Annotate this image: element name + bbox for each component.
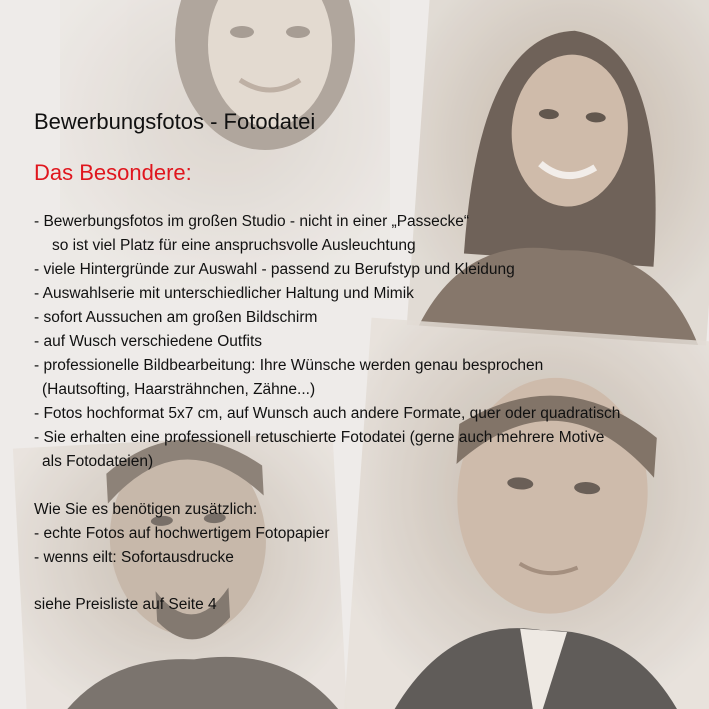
list-item: - viele Hintergründe zur Auswahl - passend zu Berufstyp und Kleidung <box>34 261 515 278</box>
list-item: - Auswahlserie mit unterschiedlicher Haltung und Mimik <box>34 285 414 302</box>
page-title: Bewerbungsfotos - Fotodatei <box>34 109 316 134</box>
price-list-note: siehe Preisliste auf Seite 4 <box>34 596 217 613</box>
list-item: - Fotos hochformat 5x7 cm, auf Wunsch auch andere Formate, quer oder quadratisch <box>34 405 621 422</box>
feature-list <box>34 210 620 474</box>
list-item: - echte Fotos auf hochwertigem Fotopapier <box>34 525 330 542</box>
list-item: - Sie erhalten eine professionell retuschierte Fotodatei (gerne auch mehrere Motive <box>34 429 605 446</box>
section-subtitle: Das Besondere: <box>34 160 192 185</box>
list-item: - wenns eilt: Sofortausdrucke <box>34 549 234 566</box>
list-item: - Bewerbungsfotos im großen Studio - nicht in einer „Passecke“ <box>34 213 470 230</box>
extras-section <box>34 498 330 570</box>
list-item-continuation: so ist viel Platz für eine anspruchsvolle Ausleuchtung <box>52 237 416 254</box>
list-item: - professionelle Bildbearbeitung: Ihre Wünsche werden genau besprochen <box>34 357 544 374</box>
extras-heading: Wie Sie es benötigen zusätzlich: <box>34 501 258 518</box>
list-item-continuation: als Fotodateien) <box>42 453 154 470</box>
list-item: - sofort Aussuchen am großen Bildschirm <box>34 309 318 326</box>
list-item-continuation: (Hautsofting, Haarsträhnchen, Zähne...) <box>42 381 316 398</box>
list-item: - auf Wusch verschiedene Outfits <box>34 333 263 350</box>
